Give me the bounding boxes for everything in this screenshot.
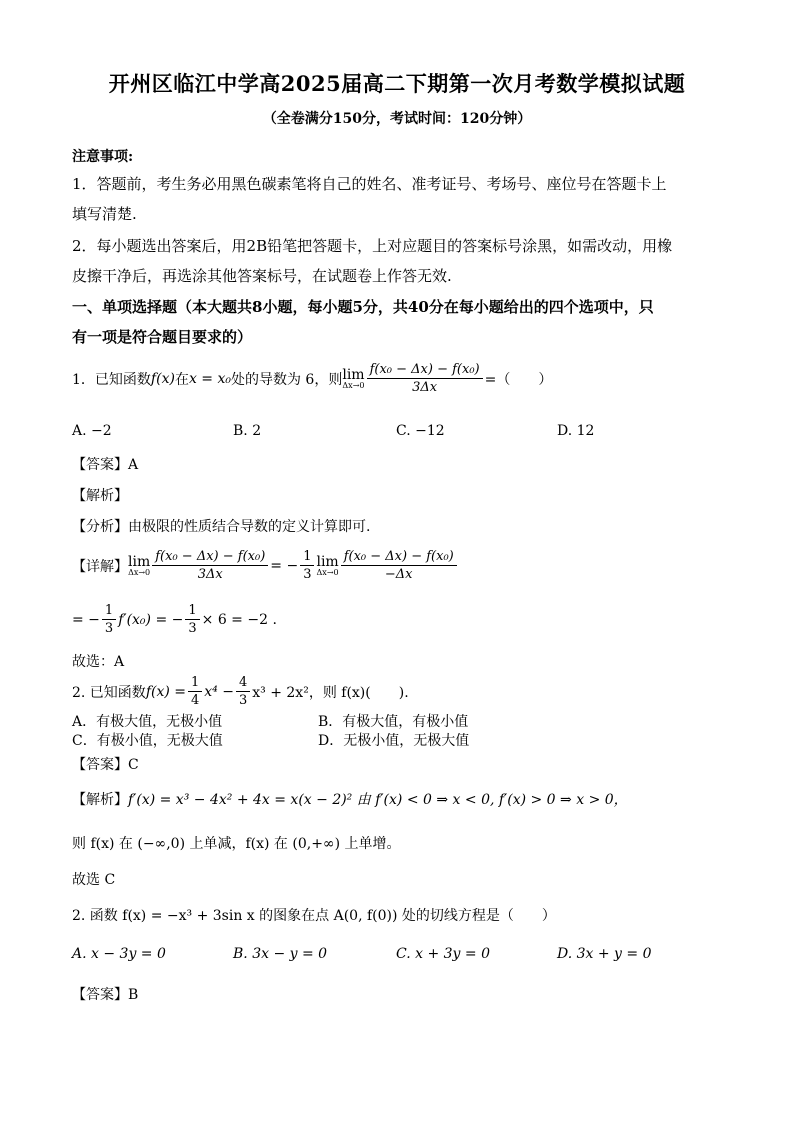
q1-option-b: B. 2 <box>233 423 262 439</box>
q1-line2-c: × 6 = −2 . <box>201 611 277 628</box>
q1-line2-third-den: 3 <box>104 621 114 636</box>
question-2-stem <box>72 675 409 708</box>
q1-stem-d: =（ ） <box>484 371 553 388</box>
q1-analysis-label: 【解析】 <box>72 488 128 504</box>
q2-third <box>236 675 250 708</box>
q3-answer: 【答案】B <box>72 987 139 1003</box>
q2-analysis-eq: f′(x) = x³ − 4x² + 4x = x(x − 2)² 由 f′(x) < 0 ⇒ x < 0, f′(x) > 0 ⇒ x > 0， <box>128 792 628 808</box>
q2-option-d: D．无极小值，无极大值 <box>318 733 470 749</box>
q3-option-c: C. x + 3y = 0 <box>396 946 490 962</box>
q1-detail-lim-sub-2: Δx→0 <box>316 567 339 577</box>
note-item-2-line-1: 2．每小题选出答案后，用2B铅笔把答题卡，上对应题目的答案标号涂黑，如需改动，用橡 <box>72 237 673 255</box>
q1-detail-third-den: 3 <box>303 567 312 582</box>
q2-third-den: 3 <box>238 693 248 708</box>
q2-answer: 【答案】C <box>72 757 139 773</box>
q1-line2-third-num: 1 <box>102 603 116 620</box>
note-item-1-line-1: 1．答题前，考生务必用黑色碳素笔将自己的姓名、准考证号、考场号、座位号在答题卡上 <box>72 175 667 193</box>
q1-answer: 【答案】A <box>72 457 139 473</box>
q3-option-b: B. 3x − y = 0 <box>233 946 328 962</box>
q1-detail-lim-word: lim <box>128 553 151 570</box>
q1-detail-limit <box>128 555 150 577</box>
q1-lim-word: lim <box>342 366 365 383</box>
q1-fx: f(x) <box>150 370 175 387</box>
section-heading-line-2: 有一项是符合题目要求的） <box>72 328 253 346</box>
note-item-2-line-2: 皮擦干净后，再选涂其他答案标号，在试题卷上作答无效. <box>72 267 452 285</box>
q1-line2-a: = − <box>72 611 100 628</box>
notes-heading: 注意事项: <box>72 149 134 165</box>
q1-detail-label: 【详解】 <box>72 558 128 575</box>
q1-stem-c: 处的导数为 6，则 <box>230 371 343 388</box>
q1-detail-frac-num: f(x₀ − Δx) − f(x₀) <box>152 549 268 566</box>
q1-detail-line-2 <box>72 603 277 636</box>
q1-detail-limit-2 <box>316 555 338 577</box>
q2-stem-rest: x³ + 2x²，则 f(x)( ). <box>252 684 409 701</box>
q1-line2-third2-num: 1 <box>185 603 199 620</box>
q1-conclusion: 故选：A <box>72 654 125 670</box>
q1-line2-b: f′(x₀) = − <box>118 611 184 628</box>
q1-frac-num: f(x₀ − Δx) − f(x₀) <box>367 362 483 379</box>
q1-line2-third <box>102 603 116 636</box>
q2-conclusion: 故选 C <box>72 872 116 888</box>
q1-detail-frac-den: 3Δx <box>197 567 223 582</box>
q1-option-d: D. 12 <box>557 423 595 439</box>
question-3-stem: 2. 函数 f(x) = −x³ + 3sin x 的图象在点 A(0, f(0)) 处的切线方程是（ ） <box>72 908 556 924</box>
page-title: 开州区临江中学高2025届高二下期第一次月考数学模拟试题 <box>108 71 686 96</box>
q1-detail-frac2-num: f(x₀ − Δx) − f(x₀) <box>341 549 457 566</box>
q2-quarter-den: 4 <box>191 693 200 708</box>
q1-limit <box>342 368 364 390</box>
q1-detail-lim-sub: Δx→0 <box>128 567 151 577</box>
q2-stem-x4: x⁴ − <box>204 683 234 700</box>
q2-stem-f: f(x) = <box>145 683 186 700</box>
q3-option-d: D. 3x + y = 0 <box>557 946 652 962</box>
q1-stem-a: 1．已知函数 <box>72 371 151 388</box>
q2-analysis <box>72 789 628 809</box>
q1-detail-third-num: 1 <box>300 549 314 566</box>
q2-option-b: B．有极大值，有极小值 <box>318 714 469 730</box>
q2-analysis-label: 【解析】 <box>72 792 128 808</box>
q1-detail-third <box>300 549 314 582</box>
q1-fraction <box>367 362 483 395</box>
question-1-stem <box>72 362 552 395</box>
q1-line2-third-2 <box>185 603 199 636</box>
q1-lim-sub: Δx→0 <box>342 380 365 390</box>
q1-detail-frac2-den: −Δx <box>384 567 413 582</box>
q1-fenxi: 【分析】由极限的性质结合导数的定义计算即可. <box>72 519 371 535</box>
section-heading-line-1: 一、单项选择题（本大题共8小题，每小题5分，共40分在每小题给出的四个选项中，只 <box>72 298 654 316</box>
q2-quarter <box>188 675 202 708</box>
note-item-1-line-2: 填写清楚. <box>72 205 137 223</box>
q1-detail-eq: = − <box>270 557 299 574</box>
q2-quarter-num: 1 <box>188 675 202 692</box>
q1-detail-lim-word-2: lim <box>316 553 339 570</box>
q1-option-c: C. −12 <box>396 423 445 439</box>
q1-frac-den: 3Δx <box>412 380 438 395</box>
q2-option-a: A．有极大值，无极小值 <box>72 714 223 730</box>
q1-detail-fraction <box>152 549 268 582</box>
q2-monotonicity: 则 f(x) 在 (−∞,0) 上单减，f(x) 在 (0,+∞) 上单增。 <box>72 836 401 852</box>
q1-stem-b: 在 <box>174 371 189 388</box>
q3-option-a: A. x − 3y = 0 <box>72 946 166 962</box>
page-subtitle: （全卷满分150分，考试时间：120分钟） <box>262 111 532 127</box>
q2-third-num: 4 <box>236 675 250 692</box>
q1-option-a: A. −2 <box>72 423 112 439</box>
q1-line2-third2-den: 3 <box>188 621 197 636</box>
q1-detail <box>72 549 459 582</box>
q1-detail-fraction-2 <box>341 549 457 582</box>
q2-stem-a: 2. 已知函数 <box>72 684 146 701</box>
q2-option-c: C．有极小值，无极大值 <box>72 733 223 749</box>
q1-x: x = x₀ <box>188 370 231 387</box>
